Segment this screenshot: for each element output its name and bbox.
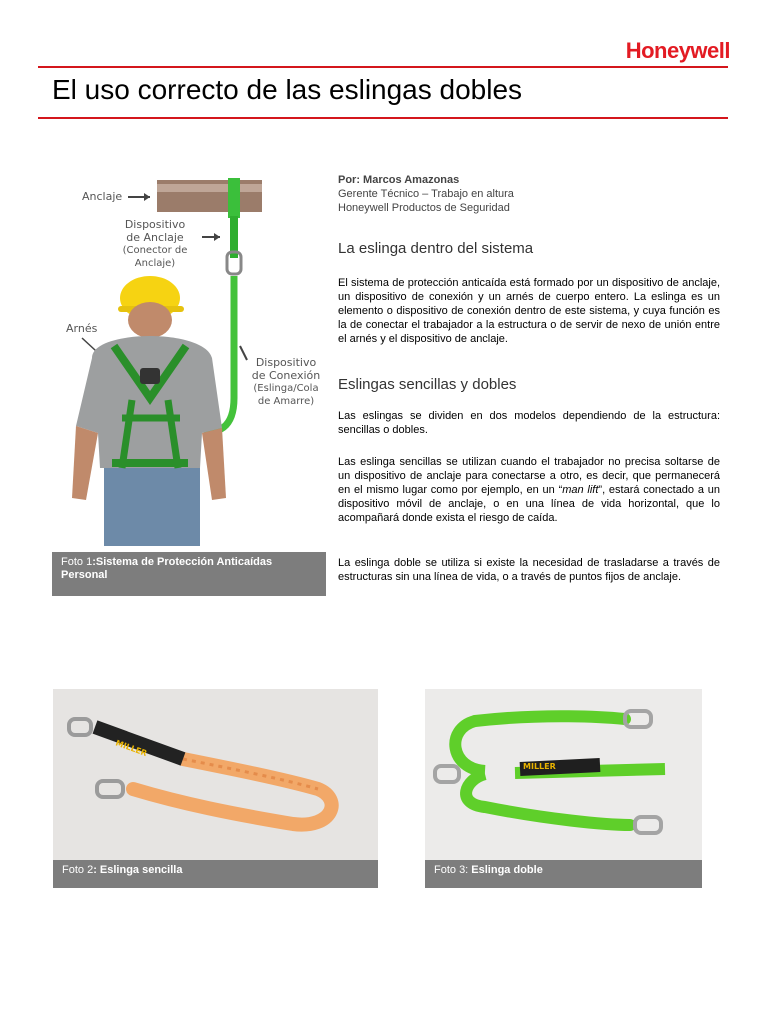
page-title: El uso correcto de las eslingas dobles xyxy=(52,74,523,105)
paragraph-system: El sistema de protección anticaída está formado por un dispositivo de anclaje, un dispositivo de conexión y un arnés de cuerpo entero. La eslinga es un elemento o dispositivo de conexión dentro de este sistema, y cuya función es la de conectar el trabajador a la estructura o de servir de nexo de unión entre el arnés y el dispositivo de anclaje. xyxy=(338,277,720,345)
snap-hook-bottom-right xyxy=(635,817,661,833)
label-dispositivo-anclaje: Dispositivo de Anclaje (Conector de Anclaje) xyxy=(122,218,188,269)
single-lanyard-image xyxy=(53,689,378,860)
honeywell-logo: Honeywell xyxy=(625,38,730,63)
author-org: Honeywell Productos de Seguridad xyxy=(338,202,510,214)
author-role: Gerente Técnico – Trabajo en altura xyxy=(338,188,514,200)
section-heading-system: La eslinga dentro del sistema xyxy=(338,240,534,257)
photo-single-lanyard xyxy=(53,689,378,860)
orange-webbing xyxy=(133,759,332,825)
svg-text:MILLER: MILLER xyxy=(114,738,149,759)
anchor-strap xyxy=(228,178,240,218)
green-leg-bottom xyxy=(485,807,630,825)
figure1-caption: Foto 1:Sistema de Protección Anticaídas Personal xyxy=(52,552,326,596)
paragraph-single-lanyard: Las eslinga sencillas se utilizan cuando el trabajador no precisa soltarse de un dispositivo de anclaje para conectarse a otro, es decir, que permanecerá en el mismo lugar como por ejemplo, en un “man lift”, estará conectado a un dispositivo móvil de anclaje, o en una línea de vida horizontal, que lo acompañará donde exista el riesgo de caída. xyxy=(338,456,720,524)
author-name: Por: Marcos Amazonas xyxy=(338,174,460,186)
author-block xyxy=(338,173,720,215)
bottom-red-rule xyxy=(38,117,728,119)
top-red-rule xyxy=(38,66,728,68)
section-heading-types: Eslingas sencillas y dobles xyxy=(338,376,517,393)
figure3-caption: Foto 3: Eslinga doble xyxy=(425,860,702,888)
double-lanyard-image xyxy=(425,689,702,860)
snap-hook-top xyxy=(69,719,91,735)
figure2-caption: Foto 2: Eslinga sencilla xyxy=(53,860,378,888)
paragraph-types-intro: Las eslingas se dividen en dos modelos dependiendo de la estructura: sencillas o dobles. xyxy=(338,410,720,436)
photo-double-lanyard xyxy=(425,689,702,860)
figure-fall-protection-system xyxy=(52,168,327,546)
snap-hook-left xyxy=(435,766,459,782)
snap-hook-bottom xyxy=(97,781,123,797)
green-leg-top xyxy=(475,716,625,721)
worker-jeans xyxy=(104,468,200,546)
svg-text:MILLER: MILLER xyxy=(523,762,556,771)
label-arnes: Arnés xyxy=(66,322,98,335)
label-anclaje: Anclaje xyxy=(82,190,123,203)
paragraph-double-lanyard: La eslinga doble se utiliza si existe la necesidad de trasladarse a través de estructuras sin una línea de vida, o a través de puntos fijos de anclaje. xyxy=(338,557,720,583)
label-dispositivo-conexion: Dispositivo de Conexión (Eslinga/Cola de Amarre) xyxy=(251,356,321,407)
